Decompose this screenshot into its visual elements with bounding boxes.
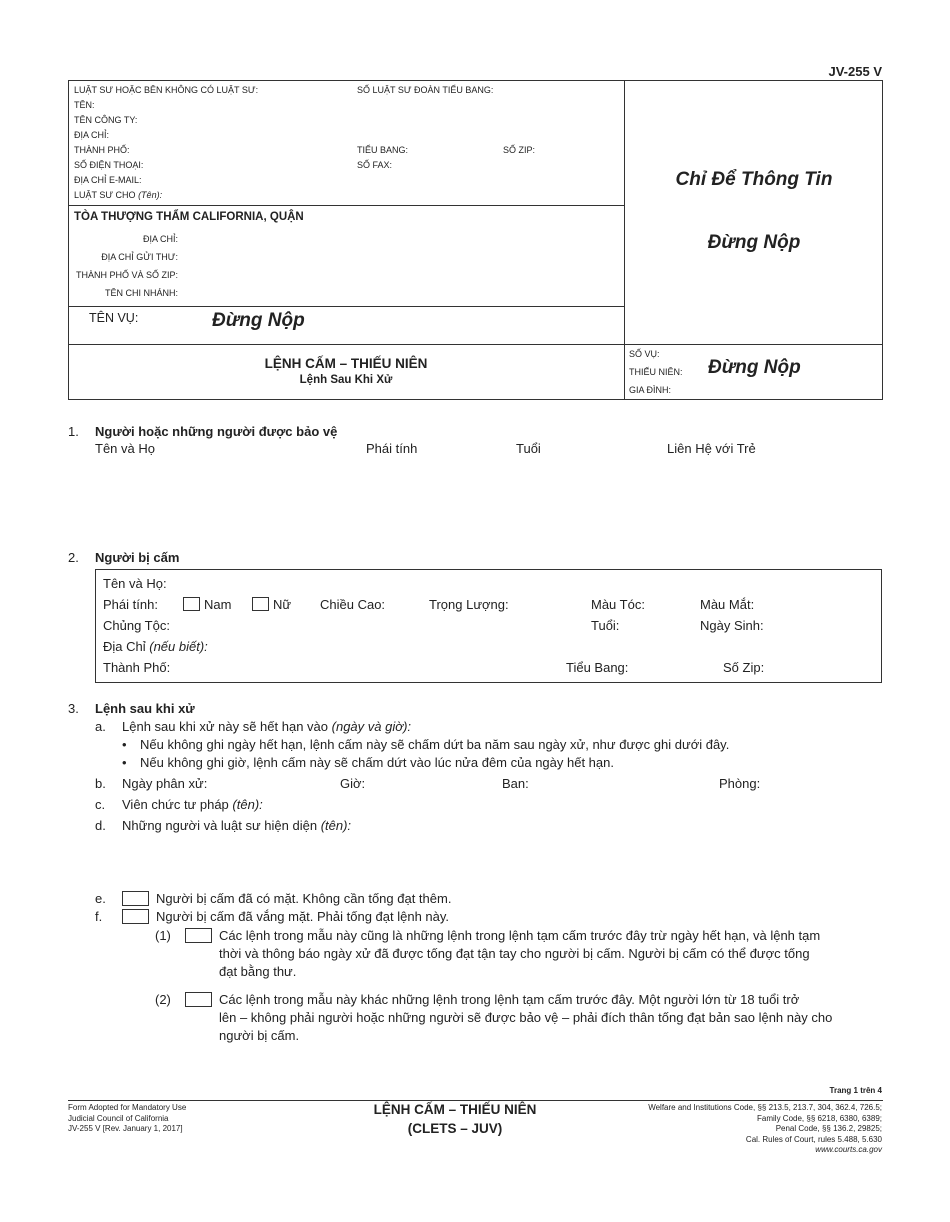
hearing-time-label: Giờ: <box>340 776 366 791</box>
section-2-number: 2. <box>68 550 79 565</box>
item-e-text: Người bị cấm đã có mặt. Không cần tống đạt thêm. <box>156 891 452 906</box>
zip-label: SỐ ZIP: <box>503 145 536 155</box>
page-number: Trang 1 trên 4 <box>829 1086 882 1095</box>
section-3-title: Lệnh sau khi xử <box>95 701 195 716</box>
rp-sex-label: Phái tính: <box>103 597 158 612</box>
col-sex: Phái tính <box>366 441 418 456</box>
footer-family-code: Family Code, §§ 6218, 6380, 6389; <box>757 1113 882 1123</box>
bullet-icon: • <box>122 737 127 752</box>
item-f-text: Người bị cấm đã vắng mặt. Phải tống đạt lệnh này. <box>156 909 450 924</box>
address-label: ĐỊA CHỈ: <box>74 130 110 140</box>
footer-title-2: (CLETS – JUV) <box>407 1121 503 1136</box>
col-age: Tuổi <box>516 441 541 456</box>
rp-eyes-label: Màu Mắt: <box>700 597 755 612</box>
bar-number-label: SỐ LUẬT SƯ ĐOÀN TIỂU BANG: <box>357 85 494 95</box>
footer-line <box>68 1100 883 1101</box>
form-title: LỆNH CẤM – THIẾU NIÊN <box>264 356 428 371</box>
rp-address-text: Địa Chỉ <box>103 639 146 654</box>
rp-state-label: Tiểu Bang: <box>566 660 629 675</box>
footer-title-1: LỆNH CẤM – THIẾU NIÊN <box>373 1102 537 1117</box>
rp-hair-label: Màu Tóc: <box>591 597 645 612</box>
f1-checkbox[interactable] <box>185 928 212 943</box>
court-mailing-label: ĐỊA CHỈ GỬI THƯ: <box>101 252 178 262</box>
rp-weight-label: Trọng Lượng: <box>429 597 509 612</box>
col-name: Tên và Họ <box>95 441 155 456</box>
court-city-zip-label: THÀNH PHỐ VÀ SỐ ZIP: <box>75 270 178 280</box>
footer-website-link[interactable]: www.courts.ca.gov <box>815 1145 882 1155</box>
f2-line-3: người bị cấm. <box>219 1028 300 1043</box>
male-checkbox[interactable] <box>183 597 200 611</box>
bullet-2-text: Nếu không ghi giờ, lệnh cấm này sẽ chấm dứt vào lúc nửa đêm của ngày hết hạn. <box>140 755 614 770</box>
footer-right <box>560 1103 882 1156</box>
attorney-bottom-line <box>68 205 624 206</box>
firm-label: TÊN CÔNG TY: <box>74 115 138 125</box>
f2-line-2: lên – không phải người hoặc những người sẽ được bảo vệ – phải đích thân tống đạt bản sao lệnh này cho <box>219 1010 833 1025</box>
rp-name-label: Tên và Họ: <box>103 576 167 591</box>
hearing-room-label: Phòng: <box>719 776 761 791</box>
bullet-icon: • <box>122 755 127 770</box>
court-street-label: ĐỊA CHỈ: <box>142 234 178 244</box>
item-d-label: d. <box>95 818 106 833</box>
f2-line-1: Các lệnh trong mẫu này khác những lệnh trong lệnh tạm cấm trước đây. Một người lớn từ 18 tuổi trở <box>219 992 800 1007</box>
hearing-date-label: Ngày phân xử: <box>122 776 208 791</box>
court-branch-label: TÊN CHI NHÁNH: <box>104 288 178 298</box>
footer-council: Judicial Council of California <box>68 1113 169 1123</box>
attorney-for-note: (Tên): <box>138 190 163 200</box>
female-label: Nữ <box>273 597 292 612</box>
present-persons-label <box>122 818 351 833</box>
case-number-stamp: Đừng Nộp <box>708 357 801 378</box>
f1-line-1: Các lệnh trong mẫu này cũng là những lệnh trong lệnh tạm cấm trước đây trừ ngày hết hạn, và lệnh tạm <box>219 928 821 943</box>
attorney-for-label <box>74 190 162 200</box>
hearing-dept-label: Ban: <box>502 776 529 791</box>
case-name-label: TÊN VỤ: <box>89 311 139 325</box>
case-number-juvenile: THIẾU NIÊN: <box>629 367 683 377</box>
rp-address-label <box>103 639 208 654</box>
item-f2-label: (2) <box>155 992 171 1007</box>
item-a-label: a. <box>95 719 106 734</box>
name-label: TÊN: <box>74 100 95 110</box>
do-not-file-stamp: Đừng Nộp <box>707 232 801 253</box>
form-subtitle: Lệnh Sau Khi Xử <box>299 374 393 386</box>
case-name-bottom-line <box>68 344 883 345</box>
present-checkbox[interactable] <box>122 891 149 906</box>
f1-line-2: thời và thông báo ngày xử đã được tống đạt tận tay cho người bị cấm. Người bị cấm có thể được tống <box>219 946 810 961</box>
item-b-label: b. <box>95 776 106 791</box>
footer-welfare-code: Welfare and Institutions Code, §§ 213.5, 213.7, 304, 362.4, 726.5; <box>648 1103 882 1112</box>
footer-penal-code: Penal Code, §§ 136.2, 29825; <box>775 1124 882 1134</box>
rp-zip-label: Số Zip: <box>723 660 765 675</box>
rp-dob-label: Ngày Sinh: <box>700 618 764 633</box>
rp-address-note: (nếu biết): <box>149 639 208 654</box>
attorney-for-text: LUẬT SƯ CHO <box>74 190 136 200</box>
footer-adopted: Form Adopted for Mandatory Use <box>68 1103 187 1112</box>
judicial-officer-label <box>122 797 263 812</box>
present-persons-text: Những người và luật sư hiện diện <box>122 818 318 833</box>
present-persons-note: (tên): <box>320 818 352 833</box>
form-id: JV-255 V <box>828 64 882 79</box>
rp-height-label: Chiều Cao: <box>320 597 386 612</box>
item-c-label: c. <box>95 797 106 812</box>
info-only-stamp: Chỉ Để Thông Tin <box>675 169 833 190</box>
item-f1-label: (1) <box>155 928 171 943</box>
court-title: TÒA THƯỢNG THẨM CALIFORNIA, QUẬN <box>74 211 304 223</box>
phone-label: SỐ ĐIỆN THOẠI: <box>74 160 144 170</box>
f2-checkbox[interactable] <box>185 992 212 1007</box>
rp-race-label: Chủng Tộc: <box>103 618 170 633</box>
footer-rules: Cal. Rules of Court, rules 5.488, 5.630 <box>745 1134 882 1144</box>
case-number-label: SỐ VỤ: <box>629 349 660 359</box>
col-relation: Liên Hệ với Trẻ <box>667 441 756 456</box>
absent-checkbox[interactable] <box>122 909 149 924</box>
male-label: Nam <box>204 597 232 612</box>
footer-left <box>68 1103 186 1135</box>
item-a-note: (ngày và giờ): <box>331 719 412 734</box>
section-3-number: 3. <box>68 701 79 716</box>
item-a-text <box>122 719 411 734</box>
rp-age-label: Tuổi: <box>591 618 620 633</box>
state-label: TIỂU BANG: <box>357 145 409 155</box>
attorney-label: LUẬT SƯ HOẶC BÊN KHÔNG CÓ LUẬT SƯ: <box>74 85 259 95</box>
rp-city-label: Thành Phố: <box>103 660 171 675</box>
fax-label: SỐ FAX: <box>357 160 393 170</box>
bullet-1-text: Nếu không ghi ngày hết hạn, lệnh cấm này sẽ chấm dứt ba năm sau ngày xử, như được ghi dưới đây. <box>140 737 730 752</box>
item-a-main: Lệnh sau khi xử này sẽ hết hạn vào <box>122 719 329 734</box>
email-label: ĐỊA CHỈ E-MAIL: <box>74 175 142 185</box>
case-number-family: GIA ĐÌNH: <box>629 385 672 395</box>
item-e-label: e. <box>95 891 106 906</box>
court-bottom-line <box>68 306 624 307</box>
case-name-stamp: Đừng Nộp <box>212 310 305 331</box>
judicial-officer-text: Viên chức tư pháp <box>122 797 229 812</box>
section-1-number: 1. <box>68 424 79 439</box>
section-1-title: Người hoặc những người được bảo vệ <box>95 424 338 439</box>
f1-line-3: đạt bằng thư. <box>219 964 297 979</box>
item-f-label: f. <box>95 909 103 924</box>
judicial-officer-note: (tên): <box>232 797 263 812</box>
footer-form-rev: JV-255 V [Rev. January 1, 2017] <box>68 1124 183 1133</box>
section-2-title: Người bị cấm <box>95 550 180 565</box>
female-checkbox[interactable] <box>252 597 269 611</box>
city-label: THÀNH PHỐ: <box>74 145 130 155</box>
